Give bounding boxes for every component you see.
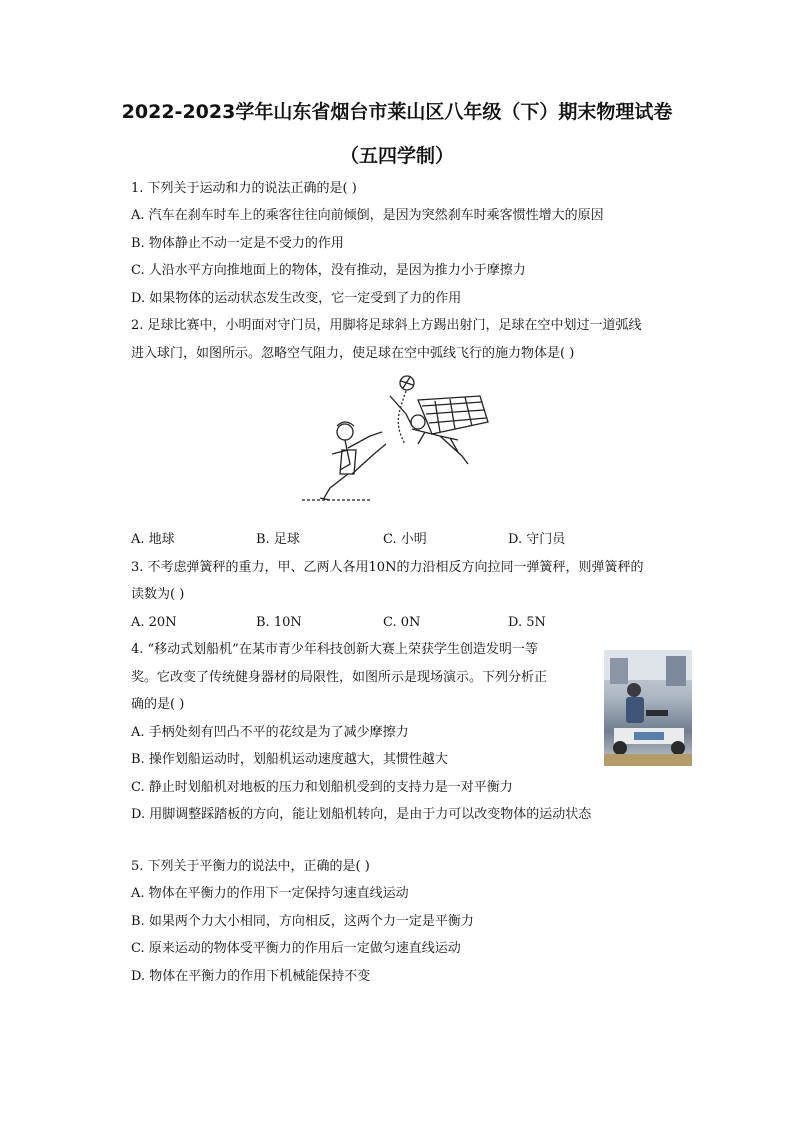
question-5-stem: 5. 下列关于平衡力的说法中，正确的是( ) xyxy=(131,859,370,874)
question-3-option-d: D. 5N xyxy=(508,615,546,630)
question-4-stem-line-3: 确的是( ) xyxy=(131,697,185,712)
question-1-option-d: D. 如果物体的运动状态发生改变，它一定受到了力的作用 xyxy=(131,291,462,306)
question-5-option-a: A. 物体在平衡力的作用下一定保持匀速直线运动 xyxy=(131,886,409,901)
exam-title: 2022-2023学年山东省烟台市莱山区八年级（下）期末物理试卷 xyxy=(121,101,673,123)
question-1-stem: 1. 下列关于运动和力的说法正确的是( ) xyxy=(131,181,357,196)
soccer-kick-illustration xyxy=(290,374,500,504)
question-1-option-b: B. 物体静止不动一定是不受力的作用 xyxy=(131,236,344,251)
question-1-option-c: C. 人沿水平方向推地面上的物体，没有推动，是因为推力小于摩擦力 xyxy=(131,263,526,278)
question-2-option-d: D. 守门员 xyxy=(508,532,566,547)
question-4-stem-line-1: 4. “移动式划船机”在某市青少年科技创新大赛上荣获学生创造发明一等 xyxy=(131,642,538,657)
question-4-option-b: B. 操作划船运动时，划船机运动速度越大，其惯性越大 xyxy=(131,752,448,767)
question-4-option-c: C. 静止时划船机对地板的压力和划船机受到的支持力是一对平衡力 xyxy=(131,780,513,795)
question-5-option-c: C. 原来运动的物体受平衡力的作用后一定做匀速直线运动 xyxy=(131,941,461,956)
question-4-option-d: D. 用脚调整踩踏板的方向，能让划船机转向，是由于力可以改变物体的运动状态 xyxy=(131,807,592,822)
question-2-option-a: A. 地球 xyxy=(131,532,175,547)
question-3-option-a: A. 20N xyxy=(131,615,177,630)
question-5-option-b: B. 如果两个力大小相同，方向相反，这两个力一定是平衡力 xyxy=(131,914,474,929)
question-2-option-b: B. 足球 xyxy=(256,532,300,547)
question-3-option-b: B. 10N xyxy=(256,615,302,630)
question-3-option-c: C. 0N xyxy=(383,615,421,630)
question-2-stem-line-2: 进入球门，如图所示。忽略空气阻力，使足球在空中弧线飞行的施力物体是( ) xyxy=(131,346,575,361)
question-4-stem-line-2: 奖。它改变了传统健身器材的局限性，如图所示是现场演示。下列分析正 xyxy=(131,670,548,685)
exam-subtitle: （五四学制） xyxy=(339,145,454,167)
rowing-machine-photo xyxy=(604,650,692,766)
question-4-option-a: A. 手柄处刻有凹凸不平的花纹是为了减少摩擦力 xyxy=(131,725,409,740)
question-5-option-d: D. 物体在平衡力的作用下机械能保持不变 xyxy=(131,969,371,984)
question-3-stem-line-1: 3. 不考虑弹簧秤的重力，甲、乙两人各用10N的力沿相反方向拉同一弹簧秤，则弹簧秤的 xyxy=(131,560,644,575)
question-3-stem-line-2: 读数为( ) xyxy=(131,587,185,602)
question-2-stem-line-1: 2. 足球比赛中，小明面对守门员，用脚将足球斜上方踢出射门，足球在空中划过一道弧线 xyxy=(131,318,642,333)
question-2-option-c: C. 小明 xyxy=(383,532,427,547)
question-1-option-a: A. 汽车在刹车时车上的乘客往往向前倾倒，是因为突然刹车时乘客惯性增大的原因 xyxy=(131,208,604,223)
